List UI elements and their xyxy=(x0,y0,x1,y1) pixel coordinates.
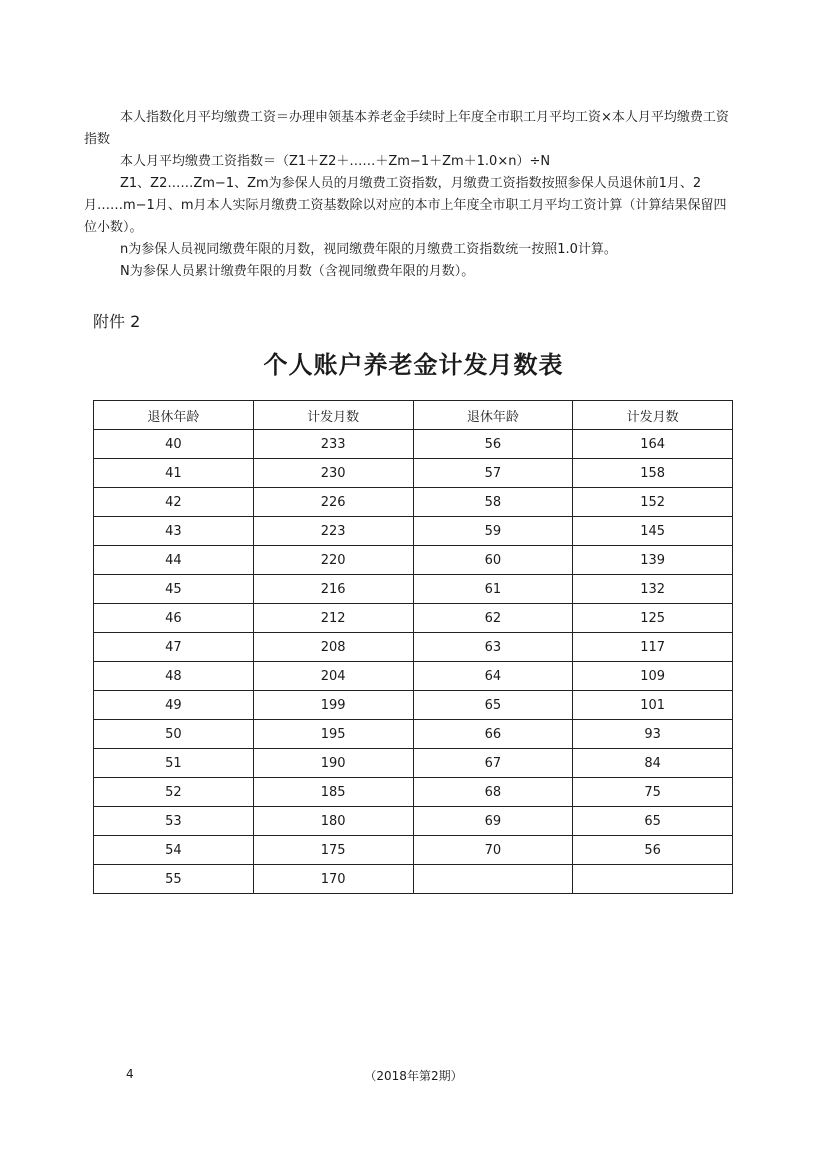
table-row xyxy=(94,865,733,894)
table-row xyxy=(94,604,733,633)
paragraph-n-definition: n为参保人员视同缴费年限的月数，视同缴费年限的月缴费工资指数统一按照1.0计算。 xyxy=(120,242,617,257)
cell-retire-age: 54 xyxy=(94,836,254,865)
cell-retire-age: 52 xyxy=(94,778,254,807)
cell-retire-age: 49 xyxy=(94,691,254,720)
cell-payout-months: 230 xyxy=(253,459,413,488)
table-row xyxy=(94,720,733,749)
table-header-row xyxy=(94,401,733,430)
cell-retire-age: 63 xyxy=(413,633,573,662)
cell-payout-months: 185 xyxy=(253,778,413,807)
cell-retire-age: 60 xyxy=(413,546,573,575)
cell-retire-age: 42 xyxy=(94,488,254,517)
cell-retire-age: 40 xyxy=(94,430,254,459)
cell-retire-age: 67 xyxy=(413,749,573,778)
cell-payout-months: 175 xyxy=(253,836,413,865)
cell-payout-months: 164 xyxy=(573,430,733,459)
cell-payout-months: 117 xyxy=(573,633,733,662)
cell-payout-months: 216 xyxy=(253,575,413,604)
cell-retire-age: 48 xyxy=(94,662,254,691)
cell-payout-months: 65 xyxy=(573,807,733,836)
cell-retire-age: 44 xyxy=(94,546,254,575)
table-row xyxy=(94,691,733,720)
header-retire-age: 退休年龄 xyxy=(94,401,254,430)
cell-retire-age: 47 xyxy=(94,633,254,662)
cell-retire-age: 56 xyxy=(413,430,573,459)
cell-retire-age: 65 xyxy=(413,691,573,720)
cell-payout-months: 223 xyxy=(253,517,413,546)
cell-retire-age xyxy=(413,865,573,894)
cell-payout-months: 139 xyxy=(573,546,733,575)
cell-retire-age: 51 xyxy=(94,749,254,778)
cell-payout-months: 226 xyxy=(253,488,413,517)
table-row xyxy=(94,546,733,575)
cell-payout-months: 158 xyxy=(573,459,733,488)
cell-retire-age: 55 xyxy=(94,865,254,894)
cell-retire-age: 61 xyxy=(413,575,573,604)
paragraph-N-definition: N为参保人员累计缴费年限的月数（含视同缴费年限的月数）。 xyxy=(120,264,475,279)
cell-retire-age: 59 xyxy=(413,517,573,546)
cell-payout-months: 75 xyxy=(573,778,733,807)
cell-payout-months: 109 xyxy=(573,662,733,691)
cell-payout-months: 93 xyxy=(573,720,733,749)
table-row xyxy=(94,749,733,778)
table-row xyxy=(94,575,733,604)
table-row xyxy=(94,517,733,546)
cell-retire-age: 57 xyxy=(413,459,573,488)
cell-payout-months: 145 xyxy=(573,517,733,546)
table-row xyxy=(94,459,733,488)
cell-payout-months: 208 xyxy=(253,633,413,662)
issue-label: （2018年第2期） xyxy=(364,1069,463,1083)
cell-payout-months: 220 xyxy=(253,546,413,575)
page-number: 4 xyxy=(126,1067,134,1081)
table-title: 个人账户养老金计发月数表 xyxy=(263,350,564,379)
cell-payout-months: 212 xyxy=(253,604,413,633)
paragraph-z-definition: Z1、Z2……Zm−1、Zm为参保人员的月缴费工资指数，月缴费工资指数按照参保人员退休前1月、2月……m−1月、m月本人实际月缴费工资基数除以对应的本市上年度全市职工月平均工资计算（计算结果保留四位小数）。 xyxy=(84,176,727,235)
cell-retire-age: 43 xyxy=(94,517,254,546)
cell-payout-months: 180 xyxy=(253,807,413,836)
cell-retire-age: 68 xyxy=(413,778,573,807)
cell-payout-months xyxy=(573,865,733,894)
table-row xyxy=(94,488,733,517)
table-row xyxy=(94,836,733,865)
cell-retire-age: 50 xyxy=(94,720,254,749)
cell-payout-months: 84 xyxy=(573,749,733,778)
cell-payout-months: 204 xyxy=(253,662,413,691)
cell-payout-months: 152 xyxy=(573,488,733,517)
cell-payout-months: 125 xyxy=(573,604,733,633)
cell-payout-months: 170 xyxy=(253,865,413,894)
cell-payout-months: 233 xyxy=(253,430,413,459)
cell-payout-months: 195 xyxy=(253,720,413,749)
cell-payout-months: 132 xyxy=(573,575,733,604)
cell-retire-age: 66 xyxy=(413,720,573,749)
table-row xyxy=(94,807,733,836)
paragraph-formula-wage-index: 本人月平均缴费工资指数＝（Z1＋Z2＋……＋Zm−1＋Zm＋1.0×n）÷N xyxy=(120,154,551,169)
header-payout-months: 计发月数 xyxy=(253,401,413,430)
cell-retire-age: 62 xyxy=(413,604,573,633)
cell-payout-months: 101 xyxy=(573,691,733,720)
cell-retire-age: 53 xyxy=(94,807,254,836)
paragraph-formula-index-wage: 本人指数化月平均缴费工资＝办理申领基本养老金手续时上年度全市职工月平均工资×本人月平均缴费工资指数 xyxy=(84,110,729,147)
cell-retire-age: 70 xyxy=(413,836,573,865)
header-payout-months: 计发月数 xyxy=(573,401,733,430)
table-row xyxy=(94,633,733,662)
cell-retire-age: 41 xyxy=(94,459,254,488)
table-row xyxy=(94,778,733,807)
cell-retire-age: 45 xyxy=(94,575,254,604)
cell-payout-months: 56 xyxy=(573,836,733,865)
cell-retire-age: 58 xyxy=(413,488,573,517)
table-row xyxy=(94,430,733,459)
cell-payout-months: 190 xyxy=(253,749,413,778)
cell-retire-age: 46 xyxy=(94,604,254,633)
attachment-label: 附件 2 xyxy=(93,312,141,331)
cell-retire-age: 69 xyxy=(413,807,573,836)
table-row xyxy=(94,662,733,691)
header-retire-age: 退休年龄 xyxy=(413,401,573,430)
cell-retire-age: 64 xyxy=(413,662,573,691)
cell-payout-months: 199 xyxy=(253,691,413,720)
payout-months-table xyxy=(93,400,733,894)
